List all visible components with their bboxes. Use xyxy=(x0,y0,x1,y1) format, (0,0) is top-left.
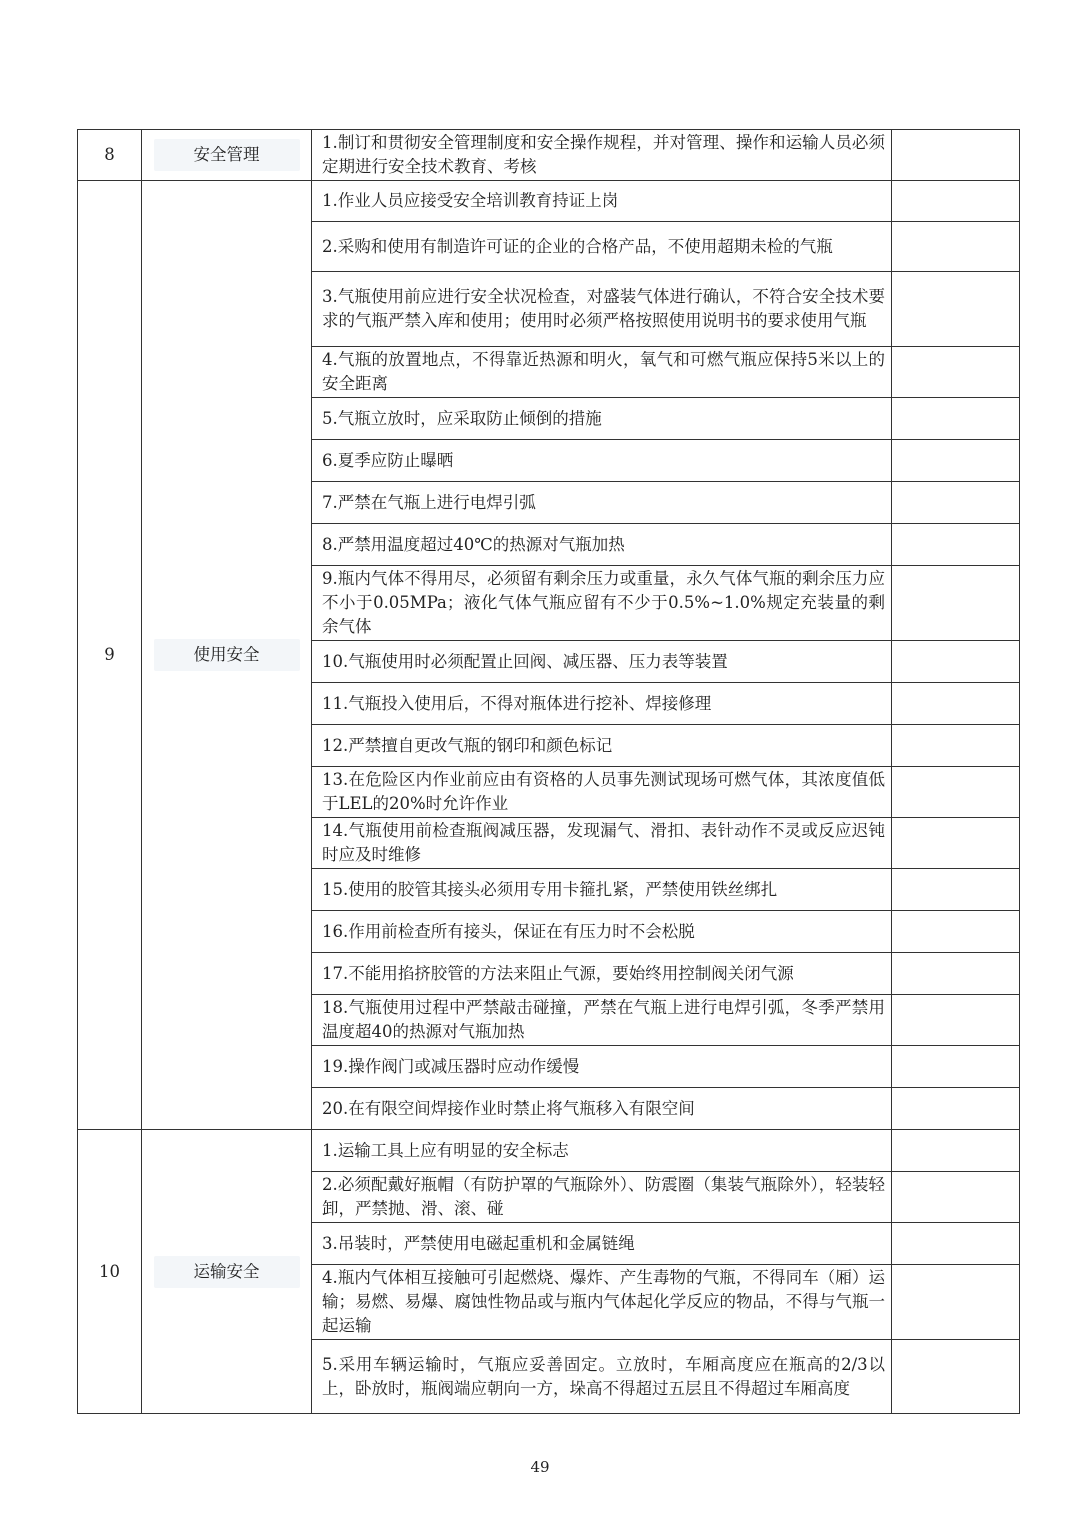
table-row xyxy=(78,130,1020,181)
section-category: 使用安全 xyxy=(154,639,300,671)
checklist-item: 4.气瓶的放置地点，不得靠近热源和明火，氧气和可燃气瓶应保持5米以上的安全距离 xyxy=(312,347,892,398)
check-result-cell xyxy=(892,1223,1020,1265)
checklist-item: 2.必须配戴好瓶帽（有防护罩的气瓶除外）、防震圈（集装气瓶除外），轻装轻卸，严禁抛、滑、滚、碰 xyxy=(312,1172,892,1223)
section-category-cell xyxy=(142,181,312,1130)
page-number: 49 xyxy=(530,1458,550,1476)
section-category-cell xyxy=(142,130,312,181)
check-result-cell xyxy=(892,566,1020,641)
checklist-item: 1.制订和贯彻安全管理制度和安全操作规程，并对管理、操作和运输人员必须定期进行安全技术教育、考核 xyxy=(312,130,892,181)
check-result-cell xyxy=(892,869,1020,911)
check-result-cell xyxy=(892,818,1020,869)
table-row xyxy=(78,1130,1020,1172)
checklist-item: 1.作业人员应接受安全培训教育持证上岗 xyxy=(312,181,892,222)
checklist-item: 11.气瓶投入使用后，不得对瓶体进行挖补、焊接修理 xyxy=(312,683,892,725)
check-result-cell xyxy=(892,1046,1020,1088)
check-result-cell xyxy=(892,130,1020,181)
checklist-item: 9.瓶内气体不得用尽，必须留有剩余压力或重量，永久气体气瓶的剩余压力应不小于0.05MPa；液化气体气瓶应留有不少于0.5%~1.0%规定充装量的剩余气体 xyxy=(312,566,892,641)
safety-checklist-table xyxy=(77,129,1020,1414)
checklist-item: 2.采购和使用有制造许可证的企业的合格产品，不使用超期未检的气瓶 xyxy=(312,222,892,272)
checklist-item: 4.瓶内气体相互接触可引起燃烧、爆炸、产生毒物的气瓶，不得同车（厢）运输；易燃、易爆、腐蚀性物品或与瓶内气体起化学反应的物品，不得与气瓶一起运输 xyxy=(312,1265,892,1340)
check-result-cell xyxy=(892,222,1020,272)
section-category-cell xyxy=(142,1130,312,1414)
checklist-item: 8.严禁用温度超过40℃的热源对气瓶加热 xyxy=(312,524,892,566)
checklist-item: 5.气瓶立放时，应采取防止倾倒的措施 xyxy=(312,398,892,440)
checklist-item: 12.严禁擅自更改气瓶的钢印和颜色标记 xyxy=(312,725,892,767)
checklist-item: 13.在危险区内作业前应由有资格的人员事先测试现场可燃气体，其浓度值低于LEL的20%时允许作业 xyxy=(312,767,892,818)
checklist-item: 15.使用的胶管其接头必须用专用卡箍扎紧，严禁使用铁丝绑扎 xyxy=(312,869,892,911)
checklist-item: 16.作用前检查所有接头，保证在有压力时不会松脱 xyxy=(312,911,892,953)
check-result-cell xyxy=(892,181,1020,222)
section-number: 8 xyxy=(78,130,142,181)
check-result-cell xyxy=(892,347,1020,398)
checklist-item: 10.气瓶使用时必须配置止回阀、减压器、压力表等装置 xyxy=(312,641,892,683)
check-result-cell xyxy=(892,641,1020,683)
checklist-item: 18.气瓶使用过程中严禁敲击碰撞，严禁在气瓶上进行电焊引弧，冬季严禁用温度超40的热源对气瓶加热 xyxy=(312,995,892,1046)
checklist-item: 5.采用车辆运输时，气瓶应妥善固定。立放时，车厢高度应在瓶高的2/3以上，卧放时，瓶阀端应朝向一方，垛高不得超过五层且不得超过车厢高度 xyxy=(312,1340,892,1414)
check-result-cell xyxy=(892,440,1020,482)
checklist-item: 14.气瓶使用前检查瓶阀减压器，发现漏气、滑扣、表针动作不灵或反应迟钝时应及时维修 xyxy=(312,818,892,869)
section-category: 安全管理 xyxy=(154,139,300,171)
check-result-cell xyxy=(892,725,1020,767)
check-result-cell xyxy=(892,398,1020,440)
checklist-item: 1.运输工具上应有明显的安全标志 xyxy=(312,1130,892,1172)
checklist-item: 3.吊装时，严禁使用电磁起重机和金属链绳 xyxy=(312,1223,892,1265)
check-result-cell xyxy=(892,1172,1020,1223)
checklist-item: 7.严禁在气瓶上进行电焊引弧 xyxy=(312,482,892,524)
section-number: 10 xyxy=(78,1130,142,1414)
check-result-cell xyxy=(892,524,1020,566)
checklist-item: 20.在有限空间焊接作业时禁止将气瓶移入有限空间 xyxy=(312,1088,892,1130)
checklist-item: 17.不能用掐挤胶管的方法来阻止气源，要始终用控制阀关闭气源 xyxy=(312,953,892,995)
check-result-cell xyxy=(892,1265,1020,1340)
checklist-body xyxy=(78,130,1020,1414)
check-result-cell xyxy=(892,1130,1020,1172)
check-result-cell xyxy=(892,911,1020,953)
check-result-cell xyxy=(892,767,1020,818)
check-result-cell xyxy=(892,482,1020,524)
table-row xyxy=(78,181,1020,222)
check-result-cell xyxy=(892,953,1020,995)
check-result-cell xyxy=(892,1340,1020,1414)
section-number: 9 xyxy=(78,181,142,1130)
checklist-item: 6.夏季应防止曝晒 xyxy=(312,440,892,482)
check-result-cell xyxy=(892,1088,1020,1130)
check-result-cell xyxy=(892,272,1020,347)
checklist-item: 19.操作阀门或减压器时应动作缓慢 xyxy=(312,1046,892,1088)
check-result-cell xyxy=(892,995,1020,1046)
checklist-item: 3.气瓶使用前应进行安全状况检查，对盛装气体进行确认，不符合安全技术要求的气瓶严禁入库和使用；使用时必须严格按照使用说明书的要求使用气瓶 xyxy=(312,272,892,347)
check-result-cell xyxy=(892,683,1020,725)
section-category: 运输安全 xyxy=(154,1256,300,1288)
